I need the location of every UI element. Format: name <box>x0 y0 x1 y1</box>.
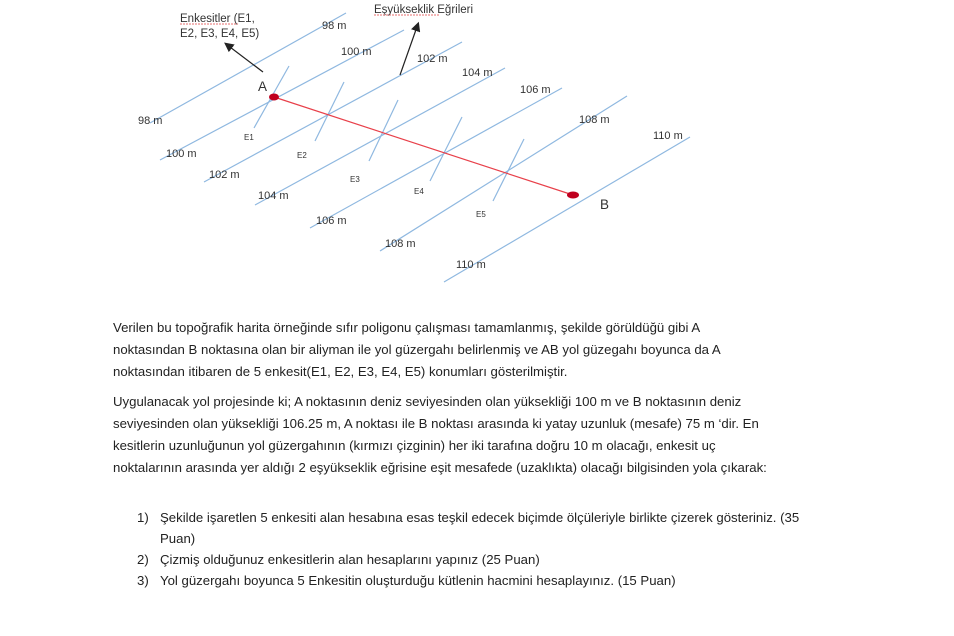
contour-label-upper-110: 110 m <box>653 130 683 142</box>
contour-label-lower-102: 102 m <box>209 169 240 181</box>
enkesitler-arrow <box>226 44 263 72</box>
contour-label-upper-106: 106 m <box>520 84 551 96</box>
section-label-e2: E2 <box>297 151 307 160</box>
contour-label-upper-98: 98 m <box>322 20 347 32</box>
project-paragraph: Uygulanacak yol projesinde ki; A noktasının deniz seviyesinden olan yüksekliği 100 m ve B noktasının deniz seviyesinden olan yüksekliği 106.25 m, A noktası ile B noktası arasında ki yatay uzunluk (mesafe) 75 m ‘dir. En kesitlerin uzunluğunun yol güzergahının (kırmızı çizginin) her iki tarafına doğru 10 m olacağı, enkesit uç noktalarının arasında yer aldığı 2 eşyükseklik eğrisine eşit mesafede (uzaklıkta) olacağı bilgisinden yola çıkarak: <box>113 394 767 475</box>
section-label-e1: E1 <box>244 133 254 142</box>
section-line-e3 <box>369 100 398 161</box>
contour-label-lower-100: 100 m <box>166 148 197 160</box>
contour-label-upper-100: 100 m <box>341 46 372 58</box>
point-b-marker <box>567 192 579 199</box>
section-label-e4: E4 <box>414 187 424 196</box>
intro-paragraph: Verilen bu topoğrafik harita örneğinde sıfır poligonu çalışması tamamlanmış, şekilde görüldüğü gibi A noktasından B noktasına olan bir aliyman ile yol güzergahı belirlenmiş ve AB yol güzegahı boyunca da A noktasından itibaren de 5 enkesit(E1, E2, E3, E4, E5) konumları gösterilmiştir. <box>113 320 721 379</box>
question-text: Çizmiş olduğunuz enkesitlerin alan hesaplarını yapınız (25 Puan) <box>160 552 540 567</box>
question-number: 2) <box>137 552 149 567</box>
section-line-e4 <box>430 117 462 181</box>
question-item <box>137 549 800 570</box>
contour-label-lower-104: 104 m <box>258 190 289 202</box>
alignment-line-ab <box>274 97 573 195</box>
contour-label-upper-104: 104 m <box>462 67 493 79</box>
topographic-figure <box>0 0 954 300</box>
point-b-label: B <box>600 197 610 212</box>
enkesitler-label-line2: E2, E3, E4, E5) <box>180 28 260 40</box>
question-list <box>113 507 800 591</box>
contour-line-106 <box>310 88 562 228</box>
enkesitler-label-line1: Enkesitler (E1, <box>180 13 255 25</box>
contour-label-upper-102: 102 m <box>417 53 448 65</box>
contour-label-lower-110: 110 m <box>456 259 486 271</box>
question-item <box>137 570 800 591</box>
point-a-marker <box>269 94 279 101</box>
section-label-e5: E5 <box>476 210 486 219</box>
contour-label-lower-108: 108 m <box>385 238 416 250</box>
contour-title: Eşyükseklik Eğrileri <box>374 4 474 16</box>
question-number: 3) <box>137 573 149 588</box>
question-item <box>137 507 800 549</box>
point-a-label: A <box>258 79 268 94</box>
contour-label-upper-108: 108 m <box>579 114 610 126</box>
question-text: Yol güzergahı boyunca 5 Enkesitin oluşturduğu kütlenin hacmini hesaplayınız. (15 Puan) <box>160 573 676 588</box>
contour-label-lower-98: 98 m <box>138 115 163 127</box>
section-label-e3: E3 <box>350 175 360 184</box>
question-number: 1) <box>137 510 149 525</box>
contour-label-lower-106: 106 m <box>316 215 347 227</box>
question-text: Şekilde işaretlen 5 enkesiti alan hesabına esas teşkil edecek biçimde ölçüleriyle birlikte çizerek gösteriniz. (35 Puan) <box>160 510 800 546</box>
